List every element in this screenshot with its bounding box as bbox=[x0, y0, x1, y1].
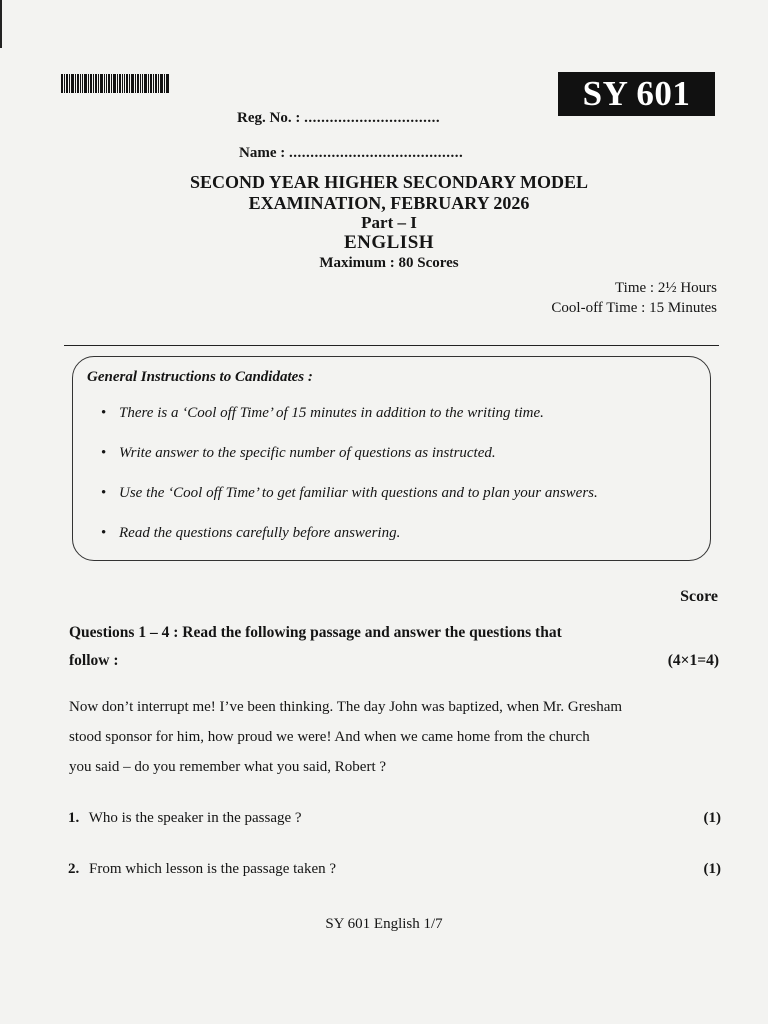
page-footer: SY 601 English 1/7 bbox=[325, 916, 443, 932]
bullet-icon: • bbox=[101, 445, 107, 461]
score-column-heading: Score bbox=[680, 588, 718, 605]
question-number: 1. bbox=[68, 810, 80, 826]
barcode bbox=[61, 74, 169, 93]
question-text: From which lesson is the passage taken ? bbox=[89, 861, 337, 877]
exam-title-line2: EXAMINATION, FEBRUARY 2026 bbox=[248, 193, 530, 213]
reg-no-field bbox=[237, 110, 440, 127]
name-dots: ......................................... bbox=[288, 145, 464, 161]
bullet-icon: • bbox=[101, 525, 107, 541]
bullet-icon: • bbox=[101, 485, 107, 501]
section-heading-line1: Questions 1 – 4 : Read the following passage and answer the questions that bbox=[69, 624, 562, 641]
instructions-list bbox=[101, 403, 598, 563]
instructions-box bbox=[72, 356, 711, 561]
question-marks: (1) bbox=[703, 861, 721, 877]
section-heading-line2: follow : bbox=[69, 652, 119, 669]
exam-title-block bbox=[80, 172, 698, 273]
time-allowed: Time : 2½ Hours bbox=[615, 280, 717, 296]
name-field bbox=[239, 145, 463, 162]
exam-part: Part – I bbox=[361, 213, 417, 232]
reg-no-dots: ................................ bbox=[304, 110, 441, 126]
passage-line: stood sponsor for him, how proud we were! And when we came home from the church bbox=[69, 729, 590, 745]
question-2 bbox=[68, 861, 721, 878]
exam-subject: ENGLISH bbox=[343, 232, 435, 253]
passage bbox=[69, 692, 719, 782]
exam-title-line1: SECOND YEAR HIGHER SECONDARY MODEL bbox=[189, 172, 589, 192]
passage-line: Now don’t interrupt me! I’ve been thinking. The day John was baptized, when Mr. Gresham bbox=[69, 699, 623, 715]
reg-no-label: Reg. No. : bbox=[237, 110, 301, 126]
instruction-item: • Read the questions carefully before answering. bbox=[101, 525, 401, 541]
question-marks: (1) bbox=[703, 810, 721, 826]
header-divider bbox=[64, 345, 719, 346]
page-edge-mark bbox=[0, 0, 2, 48]
instruction-item: • Use the ‘Cool off Time’ to get familiar with questions and to plan your answers. bbox=[101, 485, 598, 501]
section-marks: (4×1=4) bbox=[667, 652, 719, 669]
name-label: Name : bbox=[239, 145, 286, 161]
instruction-item: • There is a ‘Cool off Time’ of 15 minutes in addition to the writing time. bbox=[101, 405, 544, 421]
question-1 bbox=[68, 810, 721, 827]
max-score: Maximum : 80 Scores bbox=[319, 255, 459, 271]
passage-line: you said – do you remember what you said, Robert ? bbox=[69, 759, 387, 775]
time-block bbox=[551, 278, 717, 318]
instructions-title: General Instructions to Candidates : bbox=[87, 369, 313, 385]
question-text: Who is the speaker in the passage ? bbox=[88, 810, 302, 826]
instruction-item: • Write answer to the specific number of questions as instructed. bbox=[101, 445, 496, 461]
paper-code-box: SY 601 bbox=[558, 72, 715, 116]
question-number: 2. bbox=[68, 861, 80, 877]
cool-off-time: Cool-off Time : 15 Minutes bbox=[551, 300, 717, 316]
bullet-icon: • bbox=[101, 405, 107, 421]
section-heading bbox=[69, 619, 719, 675]
